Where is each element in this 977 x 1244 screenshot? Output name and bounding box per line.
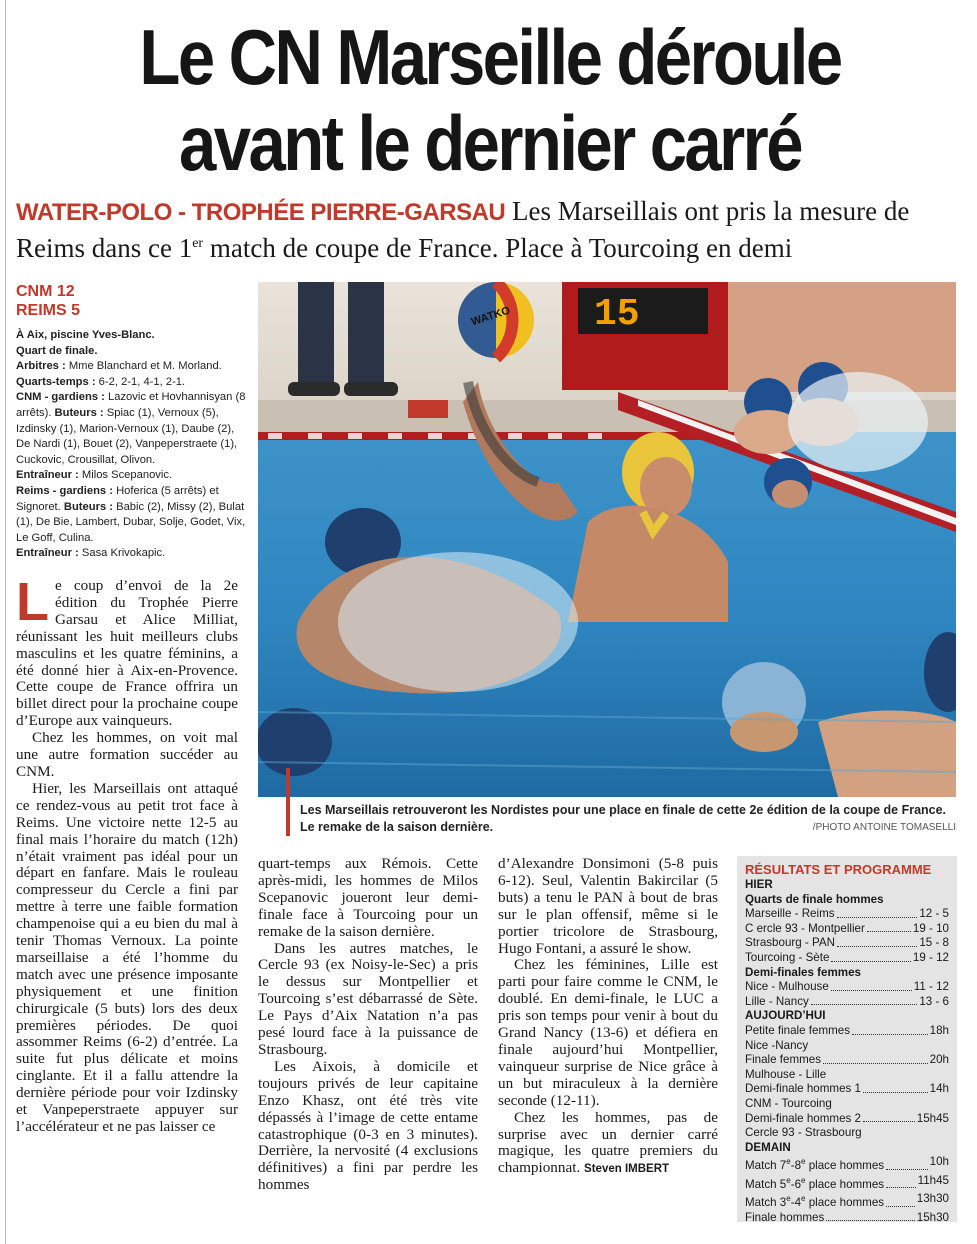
headline — [77, 14, 903, 186]
svg-text:15: 15 — [594, 293, 640, 336]
body-column-2 — [258, 856, 478, 1194]
program-row — [745, 1112, 949, 1127]
results-title: RÉSULTATS ET PROGRAMME — [745, 862, 932, 877]
author: Steven IMBERT — [584, 1163, 670, 1176]
deck-sup: er — [192, 236, 204, 251]
program-time: 10h — [929, 1155, 949, 1169]
result-score: 13 - 6 — [919, 994, 949, 1008]
match-facts — [16, 328, 248, 562]
program-teams: Mulhouse - Lille — [745, 1067, 827, 1081]
result-match: C ercle 93 - Montpellier — [745, 921, 865, 935]
program-label: Match 3e-4e place hommes — [745, 1194, 885, 1210]
reims-scorers: Babic (2), Missy (2), Bulat (1), De Bie, Lambert, Dubar, Solje, Godet, Vix, Le Goff, Culina. — [16, 500, 246, 544]
program-row — [745, 1024, 949, 1039]
cnm-gk-label: CNM - gardiens : — [16, 391, 105, 404]
cnm-gk: Lazovic et Hovhannisyan (8 arrêts). — [16, 391, 246, 419]
coach1-label: Entraîneur : — [16, 469, 79, 482]
reims-scorers-label: Buteurs : — [63, 500, 113, 513]
result-match: Nice - Mulhouse — [745, 980, 829, 994]
program-label: Finale femmes — [745, 1053, 822, 1067]
result-row — [745, 995, 949, 1010]
coach2-label: Entraîneur : — [16, 547, 79, 560]
reims-gk-label: Reims - gardiens : — [16, 484, 113, 497]
program-teams: Cercle 93 - Strasbourg — [745, 1126, 862, 1140]
program-time: 15h45 — [916, 1111, 949, 1125]
program-time: 14h — [929, 1082, 949, 1096]
program-row — [745, 1174, 949, 1192]
program-row — [745, 1211, 949, 1226]
program-row — [745, 1192, 949, 1210]
result-score: 11 - 12 — [913, 980, 949, 994]
deck-text-1: Les Marseillais ont pris la mesure de Reims dans ce 1 — [16, 196, 910, 263]
program-time: 20h — [929, 1053, 949, 1067]
deck — [16, 196, 966, 264]
result-score: 12 - 5 — [919, 907, 949, 921]
result-row — [745, 980, 949, 995]
result-row — [745, 922, 949, 937]
body-p3: Hier, les Marseillais ont attaqué ce rendez-vous au petit trot face à Reims. Une victoire nette 12-5 au final mais l’horaire du match (12h) n’était vraiment pas idéal pour un départ en fanfare. Mais le rouleau compresseur du Cercle a fini par mettre à terre une faible formation champenoise qui a eu bien du mal à tenir Thomas Vernoux. La pointe marseillaise a été l’homme du match avec une présence imposante physiquement et une finition chirurgicale (5 buts) lors des deux premières périodes. De quoi assommer Reims (6-2) d’entrée. La suite fut plus délicate et moins cinglante. Et il a fallu attendre la dernière période pour voir Izdinsky et Vanpeperstraete appuyer sur l’accélérateur et ne pas laisser ce — [16, 779, 238, 1135]
results-sf-title: Demi-finales femmes — [745, 965, 861, 979]
body-p7: d’Alexandre Donsimoni (5-8 puis 6-12). Seul, Valentin Bakircilar (5 buts) a tenu le PAN à bout de bras sur le plan offensif, même si le portier tricolore de Strasbourg, Hugo Fontani, a assuré le show. — [498, 855, 718, 957]
result-score: 15 - 8 — [919, 936, 949, 950]
program-label: Match 5e-6e place hommes — [745, 1175, 885, 1191]
program-time: 13h30 — [916, 1192, 949, 1206]
body-p6: Les Aixois, à domicile et toujours privés de leur capitaine Enzo Khasz, ont été très vite dépassés à l’image de cette entame catastrophique (0-3 en 3 minutes). Derrière, la nervosité (4 exclusions définitives) a fini par perdre les hommes — [258, 1057, 478, 1194]
body-p9: Chez les hommes, pas de surprise avec un dernier carré magique, les quatre premiers du championnat. — [498, 1108, 718, 1177]
results-box — [737, 856, 957, 1222]
program-label: Petite finale femmes — [745, 1023, 851, 1037]
cnm-scorers: Spiac (1), Vernoux (5), Izdinsky (1), Marion-Vernoux (1), Daube (2), De Nardi (1), Bouet (2), Vanpeperstraete (1), Cuckovic, Crousillat, Olivon. — [16, 406, 238, 466]
reims-gk: Hoferica (5 arrêts) et Signoret. — [16, 484, 219, 513]
program-row — [745, 1082, 949, 1097]
coach2: Sasa Krivokapic. — [78, 547, 166, 560]
result-match: Strasbourg - PAN — [745, 936, 835, 950]
referees-label: Arbitres : — [16, 360, 66, 373]
result-row — [745, 936, 949, 951]
quarters-label: Quarts-temps : — [16, 375, 96, 388]
body-column-3 — [498, 856, 718, 1178]
results-qf-title: Quarts de finale hommes — [745, 892, 884, 906]
result-match: Marseille - Reims — [745, 907, 835, 921]
body-p5: Dans les autres matches, le Cercle 93 (ex Noisy-le-Sec) a pris le dessus sur Montpellier et Tourcoing s’est débarrassé de Sète. Le Pays d’Aix Natation n’a pas pesé lourd face à la puissance de Strasbourg. — [258, 939, 478, 1058]
score-team-2: REIMS 5 — [16, 302, 81, 319]
score-team-1: CNM 12 — [16, 283, 75, 300]
body-p4: quart-temps aux Rémois. Cette après-midi, les hommes de Milos Scepanovic joueront leur demi-finale face à Tourcoing pour un remake de la saison dernière. — [258, 855, 478, 940]
program-time: 15h30 — [916, 1210, 949, 1224]
referees: Mme Blanchard et M. Morland. — [65, 360, 222, 373]
program-label: Demi-finale hommes 1 — [745, 1082, 861, 1096]
program-row — [745, 1155, 949, 1173]
program-label: Demi-finale hommes 2 — [745, 1111, 861, 1125]
result-row — [745, 907, 949, 922]
venue: À Aix, piscine Yves-Blanc. — [16, 329, 155, 341]
body-p2: Chez les hommes, on voit mal une autre formation succéder au CNM. — [16, 729, 238, 780]
body-p8: Chez les féminines, Lille est parti pour faire comme le CNM, le doublé. En demi-finale, le LUC a pris son temps pour venir à bout du Grand Nancy (13-6) et défiera en finale aujourd’hui Montpellier, vainqueur surprise de Nice grâce à un but miraculeux à la dernière seconde (12-11). — [498, 956, 718, 1109]
cnm-scorers-label: Buteurs : — [54, 406, 104, 419]
round: Quart de finale. — [16, 344, 98, 357]
body-column-1 — [16, 572, 238, 1136]
quarters: 6-2, 2-1, 4-1, 2-1. — [95, 375, 186, 388]
photo-caption: Les Marseillais retrouveront les Nordistes pour une place en finale de cette 2e édition de la coupe de France. Le remake de la saison dernière. — [300, 803, 947, 834]
result-match: Tourcoing - Sète — [745, 950, 830, 964]
result-score: 19 - 12 — [912, 950, 949, 964]
ball-brand: WATKO — [469, 304, 512, 329]
program-time: 11h45 — [917, 1173, 949, 1187]
water-polo-photo — [258, 282, 956, 797]
program-label: Finale hommes — [745, 1210, 825, 1224]
program-teams: Nice -Nancy — [745, 1038, 809, 1052]
program-label: Match 7e-8e place hommes — [745, 1157, 885, 1173]
match-sheet — [16, 282, 248, 562]
page-left-rule — [5, 0, 6, 1244]
result-row — [745, 951, 949, 966]
photo-credit: /PHOTO ANTOINE TOMASELLI — [812, 822, 956, 833]
headline-line-2: avant le dernier carré — [179, 99, 801, 187]
program-teams: CNM - Tourcoing — [745, 1096, 832, 1110]
results-hier: HIER — [745, 878, 773, 891]
drop-cap: L — [16, 572, 49, 632]
program-row — [745, 1053, 949, 1068]
result-score: 19 - 10 — [912, 921, 949, 935]
result-match: Lille - Nancy — [745, 994, 809, 1008]
body-p1: e coup d’envoi de la 2e édition du Trophée Pierre Garsau et Alice Milliat, réunissant les huit meilleurs clubs masculins et les quatre féminins, a été donné hier à Aix-en-Provence. Cette coupe de France offrira un billet direct pour la prochaine coupe d’Europe aux vainqueurs. — [16, 577, 238, 730]
headline-line-1: Le CN Marseille déroule — [139, 13, 841, 101]
deck-text-2: match de coupe de France. Place à Tourcoing en demi — [203, 233, 793, 263]
coach1: Milos Scepanovic. — [78, 469, 173, 482]
results-demain: DEMAIN — [745, 1140, 791, 1154]
results-today: AUJOURD’HUI — [745, 1009, 826, 1023]
deck-kicker: WATER-POLO - TROPHÉE PIERRE-GARSAU — [16, 199, 506, 226]
program-time: 18h — [929, 1023, 949, 1037]
